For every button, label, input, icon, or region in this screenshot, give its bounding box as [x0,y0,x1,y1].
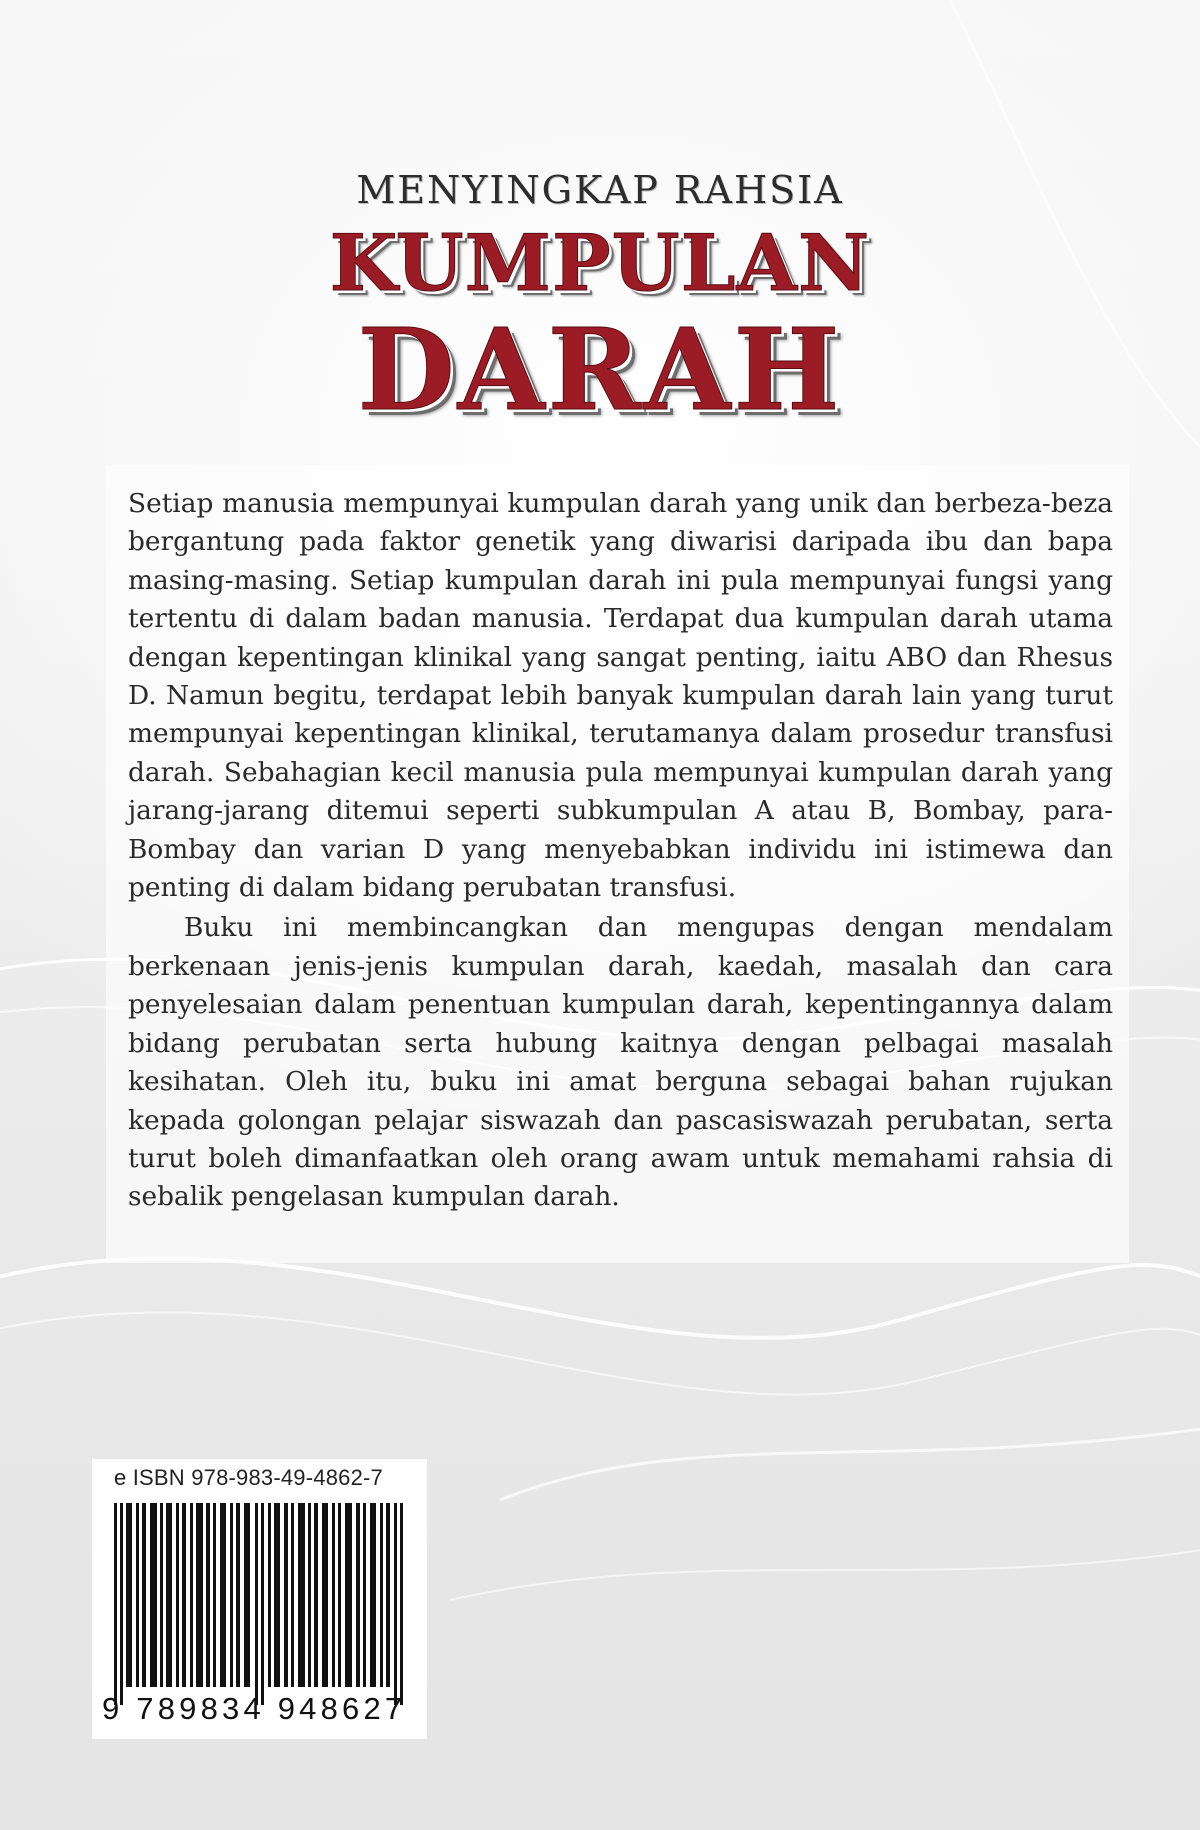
blurb-paragraph-1: Setiap manusia mempunyai kumpulan darah yang unik dan berbeza-beza bergantung pada faktor genetik yang diwarisi daripada ibu dan bapa masing-masing. Setiap kumpulan darah ini pula mempunyai fungsi yang tertentu di dalam badan manusia. Terdapat dua kumpulan darah utama dengan kepentingan klinikal yang sangat penting, iaitu ABO dan Rhesus D. Namun begitu, terdapat lebih banyak kumpulan darah lain yang turut mempunyai kepentingan klinikal, terutamanya dalam prosedur transfusi darah. Sebahagian kecil manusia pula mempunyai kumpulan darah yang jarang-jarang ditemui seperti subkumpulan A atau B, Bombay, para-Bombay dan varian D yang menyebabkan individu ini istimewa dan penting di dalam bidang perubatan transfusi. [128,488,1113,904]
cover-title-line2: DARAH [357,305,843,436]
barcode-digits: 9 789834 948627 [102,1691,407,1726]
cover-title-line1: KUMPULAN [329,218,871,309]
blurb-panel [106,465,1129,1263]
cover-subtitle: MENYINGKAP RAHSIA [356,168,844,212]
isbn-label: e ISBN 978-983-49-4862-7 [114,1465,383,1490]
blurb-paragraph-2: Buku ini membincangkan dan mengupas dengan mendalam berkenaan jenis-jenis kumpulan darah, kaedah, masalah dan cara penyelesaian dalam penentuan kumpulan darah, kepentingannya dalam bidang perubatan serta hubung kaitnya dengan pelbagai masalah kesihatan. Oleh itu, buku ini amat berguna sebagai bahan rujukan kepada golongan pelajar siswazah dan pascasiswazah perubatan, serta turut boleh dimanfaatkan oleh orang awam untuk memahami rahsia di sebalik pengelasan kumpulan darah. [128,912,1113,1213]
isbn-barcode-box [92,1459,427,1739]
